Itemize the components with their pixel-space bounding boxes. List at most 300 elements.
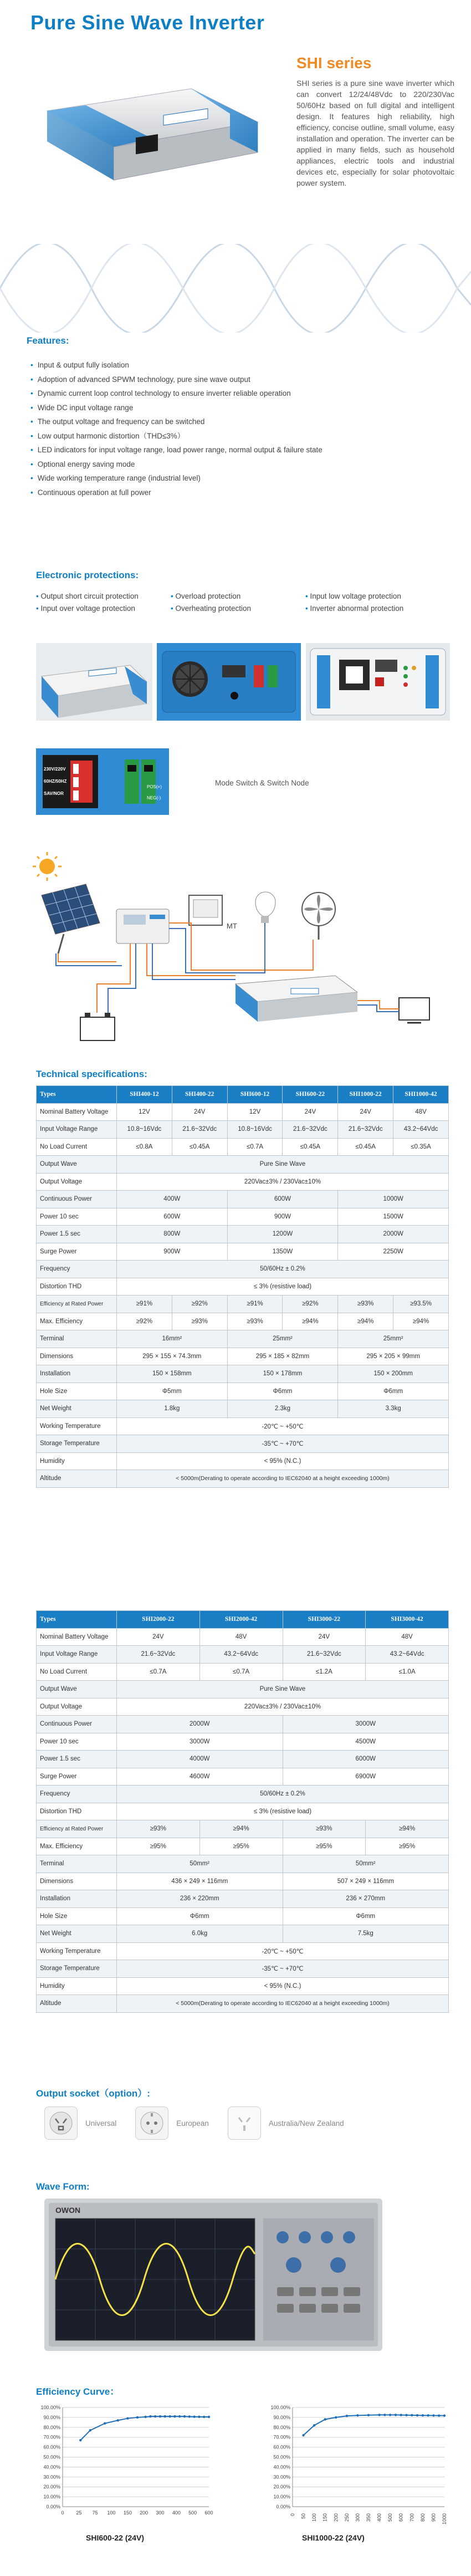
spec-value-cell: Φ6mm [117,1907,283,1925]
spec-value-cell: -20℃ ~ +50℃ [117,1942,449,1960]
spec-label-cell: Surge Power [37,1768,117,1786]
spec-label-cell: Efficiency at Rated Power [37,1820,117,1838]
x-tick-label: 400 [376,2513,382,2522]
protection-item: • Input over voltage protection [36,603,171,615]
spec-label-cell: Max. Efficiency [37,1838,117,1855]
protection-item: • Overheating protection [171,603,305,615]
spec-row [37,1698,449,1716]
intro-paragraph: SHI series is a pure sine wave inverter which can convert 12/24/48Vdc to 220/230Vac 50/60Hz based on full digital and intelligent design. It features high reliability, high efficiency, concise outline, small volume, easy installation and operation. The inverter can be applied in many fields, such as household appliances, electric tools and industrial devices etc, especially for solar photovoltaic power system. [296,79,454,187]
spec-row [37,1803,449,1820]
x-tick-label: 75 [92,2510,98,2516]
spec-value-cell: 4500W [283,1733,449,1751]
pos-terminal-label: POS(+) [147,784,162,789]
spec-row [37,1208,449,1226]
spec-row [37,1681,449,1698]
efficiency-data-point [356,2414,359,2416]
spec-row [37,1925,449,1943]
spec-value-cell: 800W [117,1226,228,1243]
spec-row [37,1716,449,1733]
spec-value-cell: 12V [117,1103,172,1121]
spec-row [37,1470,449,1488]
spec-value-cell: 4600W [117,1768,283,1786]
spec-label-cell: Altitude [37,1470,117,1488]
y-tick-label: 10.00% [273,2494,290,2500]
socket-european [135,2106,209,2140]
x-tick-label: 700 [409,2513,415,2522]
efficiency-data-point [405,2414,407,2416]
spec-label-cell: Distortion THD [37,1803,117,1820]
efficiency-data-point [136,2416,139,2419]
spec-value-cell: 2000W [117,1716,283,1733]
y-tick-label: 30.00% [43,2474,60,2480]
spec-row [37,1138,449,1156]
spec-label-cell: Net Weight [37,1925,117,1943]
y-tick-label: 30.00% [273,2474,290,2480]
efficiency-data-point [104,2422,106,2424]
chart-title-shi1000: SHI1000-22 (24V) [302,2533,365,2542]
spec-value-cell: 10.8~16Vdc [117,1121,172,1139]
spec-label-cell: Dimensions [37,1348,117,1365]
spec-row [37,1330,449,1348]
socket-label: Universal [85,2119,117,2128]
spec-row [37,1733,449,1751]
system-connection-diagram [25,851,457,1048]
x-tick-label: 200 [333,2513,339,2522]
spec-value-cell: 21.6~32Vdc [117,1646,200,1664]
spec-label-cell: Efficiency at Rated Power [37,1295,117,1313]
efficiency-data-point [378,2414,380,2416]
spec-row [37,1751,449,1768]
efficiency-data-point [443,2414,446,2416]
spec-row [37,1261,449,1278]
spec-label-cell: Installation [37,1890,117,1908]
efficiency-data-point [159,2415,161,2417]
spec-value-cell: ≥95% [117,1838,200,1855]
product-photo-front-panel [306,643,450,721]
spec-row [37,1452,449,1470]
feature-item: • Dynamic current loop control technology to ensure inverter reliable operation [30,386,322,401]
spec-value-cell: 43.2~64Vdc [366,1646,449,1664]
spec-value-cell: 2250W [338,1243,449,1261]
spec-value-cell: ≥92% [117,1313,172,1330]
spec-value-cell: 1350W [227,1243,338,1261]
spec-value-cell: 24V [338,1103,393,1121]
spec-row [37,1768,449,1786]
spec-value-cell: 295 × 155 × 74.3mm [117,1348,228,1365]
spec-label-cell: Working Temperature [37,1942,117,1960]
spec-value-cell: ≤0.35A [393,1138,449,1156]
spec-value-cell: ≤0.7A [117,1663,200,1681]
spec-value-cell: Φ6mm [338,1383,449,1400]
solar-panel-icon [42,884,100,953]
spec-value-cell: -20℃ ~ +50℃ [117,1417,449,1435]
spec-value-cell: 24V [283,1103,338,1121]
spec-row [37,1907,449,1925]
x-tick-label: 300 [355,2513,361,2522]
spec-value-cell: 236 × 270mm [283,1890,449,1908]
switch-label-mode: SAV/NOR [44,791,64,796]
feature-item: • Input & output fully isolation [30,358,322,373]
spec-value-cell: Φ6mm [227,1383,338,1400]
spec-header-cell: SHI400-22 [172,1086,227,1104]
spec-value-cell: 21.6~32Vdc [338,1121,393,1139]
spec-label-cell: Continuous Power [37,1716,117,1733]
efficiency-data-point [173,2415,176,2417]
spec-row [37,1873,449,1890]
spec-value-cell: ≤ 3% (resistive load) [117,1803,449,1820]
spec-row [37,1663,449,1681]
meter-label: MT [227,922,237,930]
spec-value-cell: 21.6~32Vdc [172,1121,227,1139]
spec-row [37,1820,449,1838]
spec-row [37,1890,449,1908]
x-tick-label: 0 [290,2513,295,2517]
spec-value-cell: 12V [227,1103,283,1121]
spec-label-cell: Input Voltage Range [37,1646,117,1664]
efficiency-data-point [188,2415,191,2417]
efficiency-data-point [168,2415,171,2417]
spec-value-cell: 1500W [338,1208,449,1226]
spec-row [37,1103,449,1121]
efficiency-data-point [335,2416,337,2419]
scope-brand: OWON [55,2206,81,2215]
spec-row [37,1855,449,1873]
efficiency-data-point [183,2415,186,2417]
spec-label-cell: No Load Current [37,1138,117,1156]
spec-value-cell: ≥94% [366,1820,449,1838]
european-socket-icon [135,2106,168,2140]
spec-value-cell: ≥92% [283,1295,338,1313]
spec-header-row [37,1611,449,1629]
y-tick-label: 100.00% [40,2405,60,2410]
feature-item: • Wide DC input voltage range [30,401,322,415]
protection-item: • Overload protection [171,590,305,603]
y-tick-label: 60.00% [43,2444,60,2450]
spec-value-cell: ≤ 3% (resistive load) [117,1278,449,1295]
spec-header-cell: SHI400-12 [117,1086,172,1104]
efficiency-data-point [164,2415,166,2417]
spec-value-cell: 4000W [117,1751,283,1768]
efficiency-heading: Efficiency Curve： [36,2386,120,2397]
x-tick-label: 250 [344,2513,350,2522]
x-tick-label: 300 [156,2510,165,2516]
x-tick-label: 400 [172,2510,181,2516]
efficiency-data-point [411,2414,413,2416]
spec-value-cell: 3.3kg [338,1400,449,1418]
spec-value-cell: 1.8kg [117,1400,228,1418]
socket-australia [228,2106,344,2140]
spec-row [37,1365,449,1383]
spec-value-cell: 220Vac±3% / 230Vac±10% [117,1173,449,1191]
efficiency-data-point [432,2414,434,2416]
spec-value-cell: < 5000m(Derating to operate according to IEC62040 at a height exceeding 1000m) [117,1470,449,1488]
spec-value-cell: 50/60Hz ± 0.2% [117,1786,449,1803]
switch-label-voltage: 230V/220V [44,767,66,772]
inverter-product-image [25,50,269,188]
efficiency-series-line [80,2416,209,2440]
spec-label-cell: Humidity [37,1977,117,1995]
spec-row [37,1417,449,1435]
switch-caption: Mode Switch & Switch Node [215,779,309,787]
spec-value-cell: 43.2~64Vdc [199,1646,283,1664]
spec-value-cell: ≤0.7A [227,1138,283,1156]
decorative-sine-wave [0,244,471,333]
protection-item: • Output short circuit protection [36,590,171,603]
efficiency-data-point [427,2414,429,2416]
spec-value-cell: 10.8~16Vdc [227,1121,283,1139]
spec-value-cell: < 5000m(Derating to operate according to IEC62040 at a height exceeding 1000m) [117,1995,449,2013]
y-tick-label: 90.00% [273,2414,290,2420]
spec-header-cell: SHI600-22 [283,1086,338,1104]
spec-value-cell: 900W [227,1208,338,1226]
spec-row [37,1156,449,1174]
series-title: SHI series [296,54,372,72]
sun-icon [39,859,55,874]
spec-label-cell: Dimensions [37,1873,117,1890]
spec-label-cell: Working Temperature [37,1417,117,1435]
spec-row [37,1348,449,1365]
spec-value-cell: 3000W [283,1716,449,1733]
protection-item: • Inverter abnormal protection [305,603,438,615]
mode-switch-image [36,748,169,815]
spec-label-cell: Installation [37,1365,117,1383]
y-tick-label: 40.00% [273,2464,290,2470]
feature-item: • Optional energy saving mode [30,457,322,472]
protections-list [36,590,435,615]
spec-value-cell: 48V [393,1103,449,1121]
spec-label-cell: No Load Current [37,1663,117,1681]
spec-value-cell: ≥93.5% [393,1295,449,1313]
spec-value-cell: ≥95% [199,1838,283,1855]
x-tick-label: 600 [398,2513,404,2522]
spec-value-cell: 900W [117,1243,228,1261]
spec-value-cell: 24V [283,1628,366,1646]
spec-label-cell: Storage Temperature [37,1435,117,1453]
spec-value-cell: 6.0kg [117,1925,283,1943]
y-tick-label: 50.00% [273,2454,290,2460]
y-tick-label: 50.00% [43,2454,60,2460]
spec-header-cell: SHI3000-22 [283,1611,366,1629]
spec-label-cell: Input Voltage Range [37,1121,117,1139]
battery-icon [80,1013,115,1040]
efficiency-data-point [154,2415,156,2417]
efficiency-data-point [203,2416,205,2418]
efficiency-data-point [117,2419,119,2421]
spec-row [37,1226,449,1243]
socket-label: European [176,2119,209,2128]
spec-value-cell: 7.5kg [283,1925,449,1943]
spec-value-cell: 150 × 200mm [338,1365,449,1383]
efficiency-data-point [149,2415,151,2417]
feature-item: • Low output harmonic distortion（THD≤3%） [30,429,322,443]
spec-value-cell: ≥93% [283,1820,366,1838]
charge-controller-icon [116,909,169,943]
spec-row [37,1628,449,1646]
efficiency-data-point [367,2414,370,2416]
x-tick-label: 100 [311,2513,318,2522]
efficiency-data-point [178,2415,181,2417]
efficiency-data-point [126,2417,129,2419]
efficiency-data-point [89,2429,91,2431]
inverter-icon [235,976,357,1022]
spec-label-cell: Humidity [37,1452,117,1470]
x-tick-label: 1000 [442,2513,447,2525]
y-tick-label: 20.00% [43,2484,60,2490]
y-tick-label: 20.00% [273,2484,290,2490]
universal-socket-icon [44,2106,78,2140]
sockets-heading: Output socket（option）: [36,2088,150,2099]
fan-icon [302,892,335,940]
y-tick-label: 80.00% [43,2424,60,2430]
spec-value-cell: 600W [117,1208,228,1226]
spec-value-cell: 150 × 178mm [227,1365,338,1383]
spec-row [37,1838,449,1855]
efficiency-data-point [346,2415,348,2417]
x-tick-label: 25 [76,2510,82,2516]
efficiency-data-point [416,2414,418,2416]
spec-header-row [37,1086,449,1104]
spec-header-cell: Types [37,1611,117,1629]
oscilloscope-photo [44,2198,382,2351]
x-tick-label: 350 [366,2513,371,2522]
feature-item: • The output voltage and frequency can be switched [30,415,322,429]
tv-icon [399,998,429,1023]
socket-label: Australia/New Zealand [268,2119,344,2128]
remote-meter-icon [189,895,237,930]
efficiency-series-line [304,2415,444,2435]
efficiency-data-point [438,2414,440,2416]
feature-item: • Wide working temperature range (industrial level) [30,471,322,486]
x-tick-label: 600 [204,2510,213,2516]
spec-value-cell: 1000W [338,1191,449,1208]
spec-value-cell: ≥94% [283,1313,338,1330]
spec-label-cell: Nominal Battery Voltage [37,1628,117,1646]
spec-header-cell: SHI2000-22 [117,1611,200,1629]
spec-label-cell: Frequency [37,1261,117,1278]
spec-label-cell: Hole Size [37,1383,117,1400]
spec-value-cell: ≥91% [117,1295,172,1313]
spec-value-cell: 220Vac±3% / 230Vac±10% [117,1698,449,1716]
x-tick-label: 500 [188,2510,197,2516]
y-tick-label: 70.00% [273,2434,290,2440]
spec-row [37,1191,449,1208]
spec-value-cell: 21.6~32Vdc [283,1646,366,1664]
x-tick-label: 0 [61,2510,64,2516]
y-tick-label: 90.00% [43,2414,60,2420]
efficiency-data-point [79,2439,81,2441]
spec-header-cell: SHI2000-42 [199,1611,283,1629]
x-tick-label: 50 [300,2513,306,2519]
wave-heading: Wave Form: [36,2181,90,2192]
spec-row [37,1960,449,1978]
spec-value-cell: 150 × 158mm [117,1365,228,1383]
protection-item: • Input low voltage protection [305,590,438,603]
y-tick-label: 60.00% [273,2444,290,2450]
switch-label-frequency: 60HZ/50HZ [44,779,67,784]
spec-value-cell: Pure Sine Wave [117,1681,449,1698]
spec-header-cell: SHI3000-42 [366,1611,449,1629]
spec-label-cell: Power 1.5 sec [37,1226,117,1243]
spec-value-cell: 3000W [117,1733,283,1751]
spec-value-cell: 507 × 249 × 116mm [283,1873,449,1890]
x-tick-label: 800 [419,2513,426,2522]
spec-value-cell: 600W [227,1191,338,1208]
spec-header-cell: Types [37,1086,117,1104]
spec-row [37,1313,449,1330]
efficiency-data-point [395,2414,397,2416]
spec-label-cell: Distortion THD [37,1278,117,1295]
spec-value-cell: 24V [172,1103,227,1121]
spec-value-cell: 21.6~32Vdc [283,1121,338,1139]
feature-item: • Continuous operation at full power [30,486,322,500]
efficiency-chart-shi1000 [260,2403,449,2528]
spec-value-cell: ≥92% [172,1295,227,1313]
spec-value-cell: ≤0.7A [199,1663,283,1681]
spec-label-cell: Surge Power [37,1243,117,1261]
spec-value-cell: 25mm² [227,1330,338,1348]
spec-value-cell: ≥94% [338,1313,393,1330]
product-photo-front [36,643,152,721]
y-tick-label: 70.00% [43,2434,60,2440]
spec-header-cell: SHI1000-22 [338,1086,393,1104]
spec-value-cell: ≤1.2A [283,1663,366,1681]
socket-options [44,2106,363,2140]
spec-label-cell: Max. Efficiency [37,1313,117,1330]
spec-value-cell: ≥93% [227,1313,283,1330]
spec-label-cell: Output Wave [37,1156,117,1174]
feature-item: • Adoption of advanced SPWM technology, pure sine wave output [30,373,322,387]
neg-terminal-label: NEG(-) [147,795,161,800]
spec-row [37,1121,449,1139]
y-tick-label: 0.00% [46,2504,60,2509]
spec-label-cell: Power 10 sec [37,1733,117,1751]
spec-value-cell: ≥91% [227,1295,283,1313]
specs-heading: Technical specifications: [36,1069,147,1079]
y-tick-label: 0.00% [276,2504,290,2509]
spec-value-cell: Φ6mm [283,1907,449,1925]
spec-value-cell: ≥94% [393,1313,449,1330]
y-tick-label: 40.00% [43,2464,60,2470]
spec-row [37,1942,449,1960]
spec-label-cell: Altitude [37,1995,117,2013]
efficiency-data-point [198,2416,200,2418]
spec-row [37,1435,449,1453]
spec-header-cell: SHI1000-42 [393,1086,449,1104]
x-tick-label: 200 [140,2510,149,2516]
spec-value-cell: 400W [117,1191,228,1208]
spec-row [37,1977,449,1995]
efficiency-data-point [400,2414,402,2416]
spec-label-cell: Hole Size [37,1907,117,1925]
spec-value-cell: 6000W [283,1751,449,1768]
spec-row [37,1383,449,1400]
spec-value-cell: ≥93% [117,1820,200,1838]
spec-value-cell: 48V [199,1628,283,1646]
feature-item: • LED indicators for input voltage range, load power range, normal output & failure state [30,443,322,457]
spec-value-cell: -35℃ ~ +70℃ [117,1960,449,1978]
spec-label-cell: Power 10 sec [37,1208,117,1226]
x-tick-label: 500 [387,2513,393,2522]
spec-value-cell: 2000W [338,1226,449,1243]
spec-value-cell: 50mm² [117,1855,283,1873]
spec-value-cell: 16mm² [117,1330,228,1348]
spec-value-cell: 295 × 185 × 82mm [227,1348,338,1365]
features-heading: Features: [27,335,69,346]
spec-value-cell: 50mm² [283,1855,449,1873]
spec-label-cell: Output Voltage [37,1173,117,1191]
spec-value-cell: 6900W [283,1768,449,1786]
spec-value-cell: ≥95% [366,1838,449,1855]
